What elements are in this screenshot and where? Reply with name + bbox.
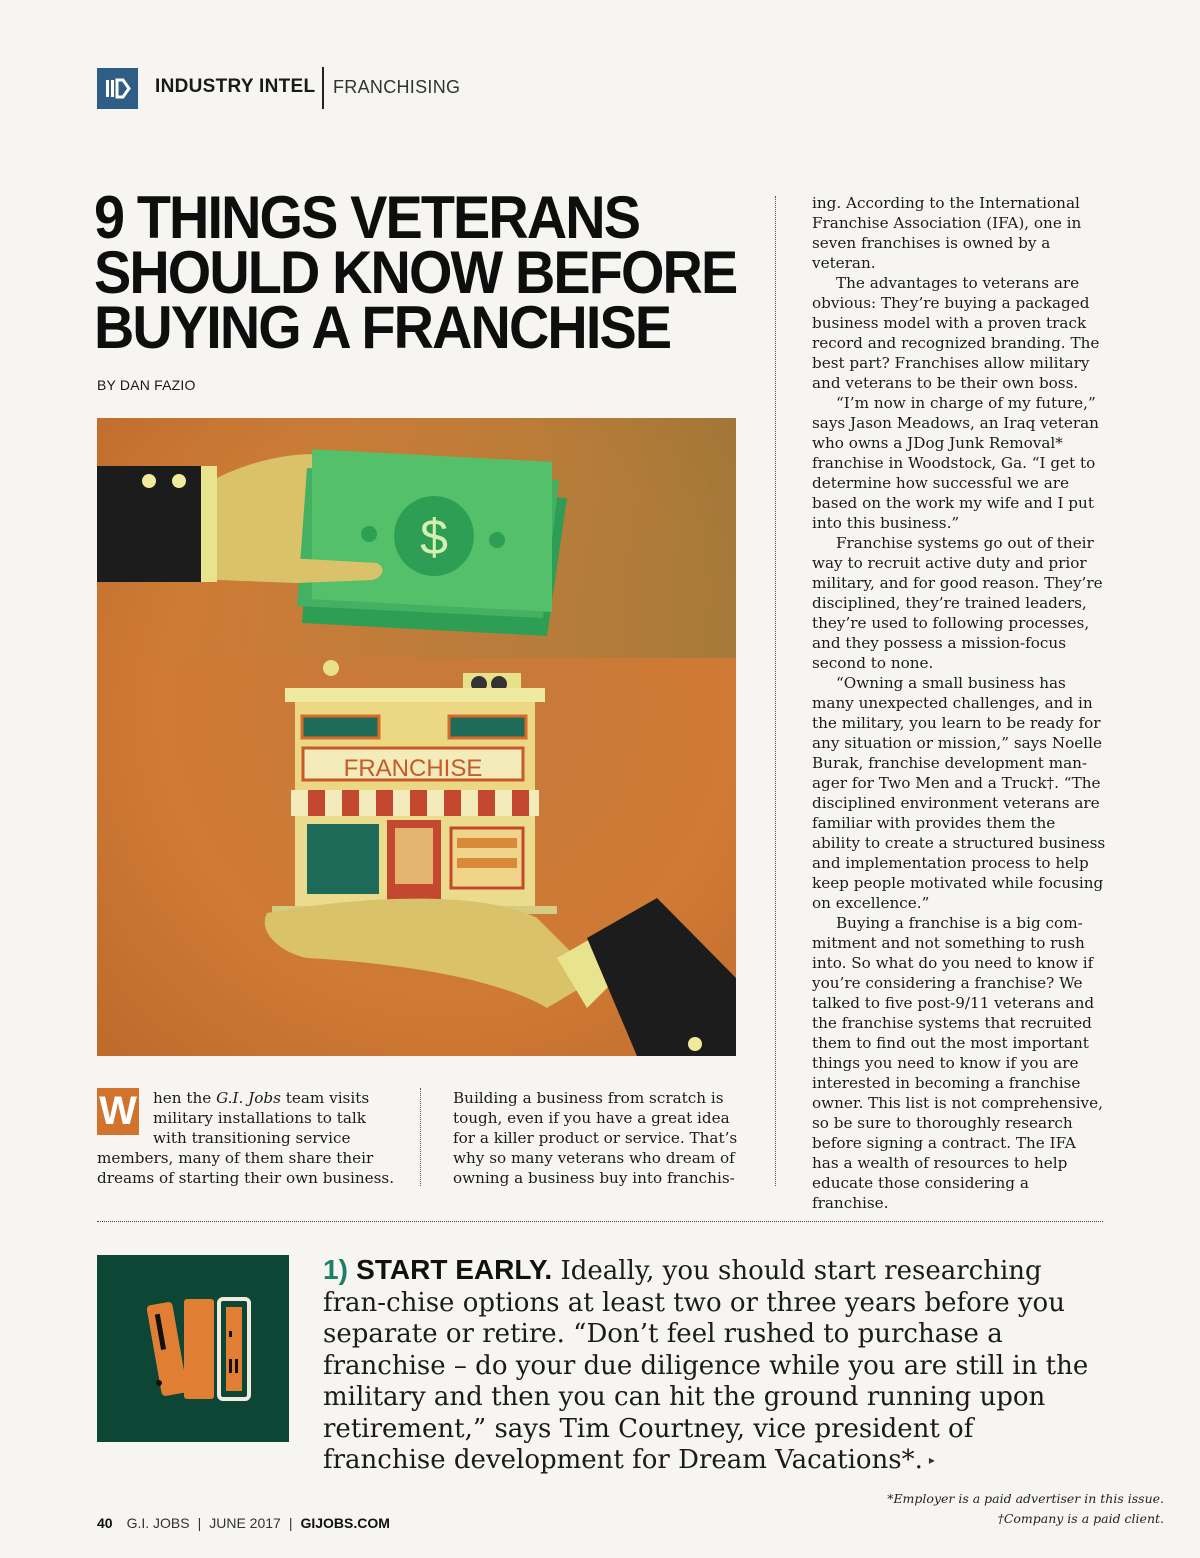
continue-arrow-icon: ▸ [928,1453,935,1468]
drop-cap: W [97,1088,139,1135]
franchise-illustration [97,418,736,1056]
header-divider [322,67,324,109]
title-line: 9 THINGS VETERANS [94,184,640,251]
footer-separator: | [197,1515,202,1531]
article-title [94,184,764,361]
disclaimer [887,1489,1164,1529]
body-paragraph: The advantages to veterans are obvious: They’re buying a packaged business model with a proven track record and recognized branding. The best part? Franchises allow military and veterans to be their own boss. [812,274,1100,392]
body-text: team visits military installations to talk with transitioning service members, many of them share their dreams of starting their own business. [97,1089,395,1187]
column-rule [420,1088,421,1186]
dollar-sign: $ [420,509,448,565]
body-paragraph: “Owning a small business has many unexpected challenges, and in the military, you learn to be ready for any situation or mission,” says Noelle Burak, franchise development man-ager for Two Men and a Truck†. “The disciplined environment veterans are familiar with provides them the ability to create a structured business and implementation process to help keep people motivated while focusing on excellence.” [812,674,1106,912]
tip-number: 1) [323,1254,348,1285]
section-topic: FRANCHISING [333,77,461,97]
tip-body: Ideally, you should start researching fran-chise options at least two or three years before you separate or retire. “Don’t feel rushed to purchase a franchise – do your due diligence while you are still in the military and then you can hit the ground running upon retirement,” says Tim Courtney, vice president of franchise development for Dream Vacations*. [323,1256,1089,1475]
industry-intel-logo-icon [97,68,138,109]
binders-icon [97,1255,289,1442]
money-icon [287,449,567,636]
title-line: BUYING A FRANCHISE [94,294,671,361]
page-number: 40 [97,1515,113,1531]
body-text: hen the [153,1089,217,1107]
storefront-icon [272,660,557,914]
byline: BY DAN FAZIO [97,377,196,393]
tip-heading: START EARLY. [356,1254,553,1285]
body-paragraph: Franchise systems go out of their way to recruit active duty and prior military, and for good reason. They’re disciplined, they’re trained leaders, they’re used to following processes, and they possess a mission-focus second to none. [812,534,1103,672]
title-line: SHOULD KNOW BEFORE [94,239,737,306]
body-paragraph: Buying a franchise is a big com-mitment and not something to rush into. So what do you need to know if you’re considering a franchise? We talked to five post-9/11 veterans and the franchise systems that recruited them to find out the most important things you need to know if you are interested in becoming a franchise owner. This list is not comprehensive, so be sure to thoroughly research before signing a contract. The IFA has a wealth of resources to help educate those considering a franchise. [812,914,1103,1212]
publication-name: G.I. Jobs [216,1089,281,1107]
column-rule [775,196,776,1186]
body-paragraph: ing. According to the International Franchise Association (IFA), one in seven franchises is owned by a veteran. [812,194,1082,272]
magazine-name: G.I. JOBS [126,1515,190,1531]
body-paragraph: “I’m now in charge of my future,” says Jason Meadows, an Iraq veteran who owns a JDog Junk Removal* franchise in Woodstock, Ga. “I get to determine how successful we are based on the work my wife and I put into this business.” [812,394,1099,532]
tip-1 [323,1254,1103,1477]
section-label: INDUSTRY INTEL [155,76,316,97]
body-column-1 [97,1088,397,1188]
body-column-3 [812,193,1107,1213]
website-link[interactable]: GIJOBS.COM [300,1515,390,1531]
body-column-2: Building a business from scratch is tough, even if you have a great idea for a killer product or service. That’s why so many veterans who dream of owning a business buy into franchis- [453,1089,738,1187]
section-divider [97,1221,1103,1222]
disclaimer-line: *Employer is a paid advertiser in this issue. [887,1491,1164,1506]
storefront-sign: FRANCHISE [343,755,483,782]
disclaimer-line: †Company is a paid client. [997,1511,1164,1526]
page-footer [97,1515,390,1531]
issue-date: JUNE 2017 [209,1515,281,1531]
footer-separator: | [288,1515,293,1531]
